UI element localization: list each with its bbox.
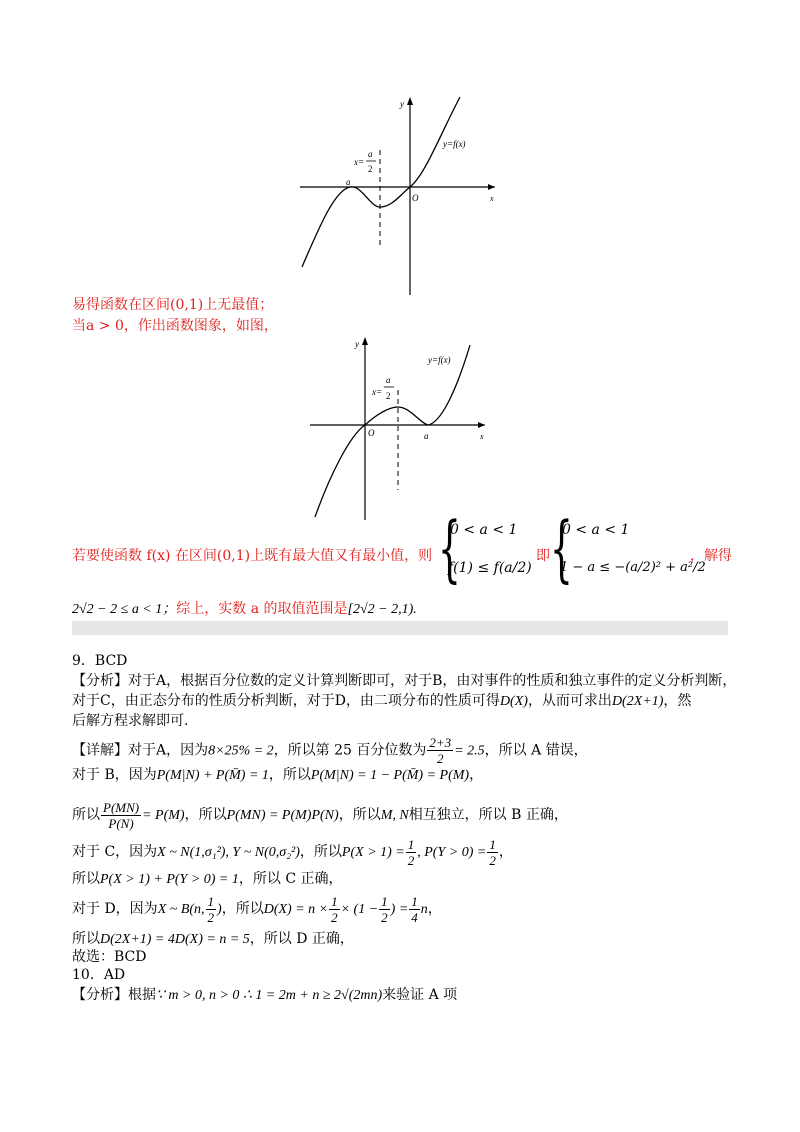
q9-choose: 故选：BCD [72,949,147,965]
q9-f-num1: 1 [207,893,215,909]
red-line-4 [72,600,417,619]
q9-e1: 所以 [72,871,100,887]
red-line-1: 易得函数在区间(0,1)上无最值； [72,297,274,313]
divider-band [72,621,728,635]
q9-c [72,797,568,834]
q9-detail-a [72,735,588,767]
line-label-1: x= [354,157,365,167]
q10-analysis-3: 来验证 A 项 [382,987,458,1003]
q9-detail-a3: ，所以第 25 百分位数为 [273,742,427,759]
system-2-b: 1 − a ≤ −(a/2)² + a²/2 [560,560,706,575]
q10-analysis-2: ∵ m > 0, n > 0 ∴ 1 = 2m + n ≥ 2√(2mn) [156,988,383,1003]
q9-f9: ， [427,901,442,917]
q9-detail-a5: ，所以 A 错误， [484,742,588,759]
point-a-label-2: a [424,431,429,441]
function-graph-1 [300,95,500,295]
q9-c6: 相互独立，所以 B 正确， [408,807,568,823]
system-2: { 0 < a < 1 1 − a ≤ −(a/2)² + a²/2 [550,506,706,590]
q9-f-frac3 [379,894,390,925]
q9-d5: , P(Y > 0) = [417,845,487,860]
curve-label-1: y=f(x) [443,139,466,149]
q9-analysis-2c: ，从而可求出 [527,693,612,709]
q9-f-den4: 4 [411,909,418,925]
q9-c5: M, N [380,808,409,823]
q9-analysis-2 [72,692,691,711]
q9-d-den1: 2 [407,852,415,868]
q9-analysis-1: 【分析】对于A，根据百分位数的定义计算判断即可，对于B，由对事件的性质和独立事件的定义分析判断， [72,673,737,689]
q9-analysis-2d: D(2X+1) [611,694,664,709]
q9-analysis-2e: ，然 [663,693,692,709]
q9-d-num1: 1 [407,836,415,852]
origin-label-2: O [368,428,375,438]
x-label-1: x [490,194,494,203]
red-line-3-tail: ，解得 [690,548,732,564]
q9-d [72,836,513,869]
q9-f-num3: 1 [381,893,388,909]
q9-detail-a2: 8×25% = 2 [208,743,274,759]
y-label-2: y [355,339,359,349]
q9-e3: ，所以 C 正确， [238,871,343,887]
y-arrow-1 [407,97,413,105]
q9-d-frac1 [406,837,417,868]
q9-d-num2: 1 [489,836,496,852]
red-line-4-a: 2√2 − 2 ≤ a < 1； [72,602,177,617]
q9-b5: ， [469,767,484,783]
q9-g2: D(2X+1) = 4D(X) = n = 5 [100,932,250,947]
q9-analysis-3: 后解方程求解即可. [72,713,189,729]
q10-head: 10．AD [72,967,126,983]
line-num-2: a [386,375,391,385]
y-arrow-2 [362,337,368,345]
q9-c4: ，所以 [338,807,381,823]
line-den-2: 2 [386,391,391,401]
q9-f2: X ~ B(n, [157,902,205,917]
red-line-3-mid: 即 [536,548,550,564]
q9-c0: 所以 [72,807,100,823]
q9-detail-a-den: 2 [437,751,444,766]
q9-f7: ) = [390,902,409,917]
q9-f-den1: 2 [207,909,215,925]
q9-b4: P(M|N) = 1 − P(M̄) = P(M) [310,768,470,783]
q9-f4: ，所以 [221,901,264,917]
q9-d4: P(X > 1) = [341,845,405,860]
q9-d-den2: 2 [489,852,496,868]
q9-d1: 对于 C，因为 [72,844,158,860]
q9-c-frac [101,800,141,831]
q9-c1: = P(M) [142,808,185,823]
q9-c3: P(MN) = P(M)P(N) [226,808,339,823]
q9-f-frac4 [409,894,420,925]
q9-c-den: P(N) [108,815,134,831]
q9-b2: P(M|N) + P(M̄) = 1 [156,768,269,783]
curve-1 [302,97,460,267]
red-line-3 [72,547,432,565]
q9-f6: × (1 − [340,902,379,917]
red-line-4-c: [2√2 − 2,1). [347,602,417,617]
line-label-2: x= [372,387,383,397]
q9-d6: ， [498,844,513,860]
q9-f-frac1 [206,894,217,925]
q9-c-num: P(MN) [103,799,140,815]
q9-b1: 对于 B，因为 [72,767,157,783]
q9-f-num4: 1 [411,893,418,909]
line-den-1: 2 [368,164,373,174]
q9-f [72,893,442,926]
system-1-b: f(1) ≤ f(a/2) [448,560,532,576]
q9-e2: P(X > 1) + P(Y > 0) = 1 [100,872,239,887]
q9-f1: 对于 D，因为 [72,901,158,917]
q9-d-frac2 [487,837,498,868]
system-2-a: 0 < a < 1 [562,522,630,538]
q9-g1: 所以 [72,931,100,947]
function-graph-2 [310,335,490,520]
q9-f5: D(X) = n × [263,902,329,917]
q9-detail-a1: 【详解】对于A，因为 [72,742,209,759]
q9-d3: ，所以 [299,844,342,860]
red-line-3-pre: 若要使函数 f(x) 在区间(0,1)上既有最大值又有最小值，则 [72,548,433,564]
q9-f-frac2 [329,894,340,925]
q9-b [72,766,483,785]
q9-d2: X ~ N(1,σ₁²), Y ~ N(0,σ₂²) [157,845,300,860]
red-line-2: 当a > 0，作出函数图象，如图， [72,318,278,334]
y-label-1: y [400,99,404,109]
q9-f-den3: 2 [381,909,388,925]
red-line-4-b: 综上，实数 a 的取值范围是 [176,601,348,617]
q9-c2: ，所以 [184,807,227,823]
q9-detail-a4: = 2.5 [454,743,485,759]
x-label-2: x [480,432,484,441]
point-a-label-1: a [346,177,351,187]
line-num-1: a [368,149,373,159]
q10-analysis-1: 【分析】根据 [72,987,156,1003]
x-arrow-1 [488,184,495,190]
q9-detail-a-frac [427,735,453,766]
q9-detail-a-num: 2+3 [429,735,452,750]
q9-g3: ，所以 D 正确， [249,931,354,947]
curve-2 [315,345,470,517]
q9-e [72,870,343,889]
q9-g [72,930,354,949]
q9-b3: ，所以 [268,767,311,783]
q9-f-num2: 1 [331,893,338,909]
origin-label-1: O [412,193,419,203]
q9-f8: n [420,902,428,917]
q9-analysis-2b: D(X) [499,694,528,709]
x-arrow-2 [478,422,485,428]
q9-f3: ) [217,902,222,917]
system-1-a: 0 < a < 1 [450,522,518,538]
q9-f-den2: 2 [331,909,338,925]
q9-head: 9．BCD [72,653,128,669]
system-1: { 0 < a < 1 f(1) ≤ f(a/2) [438,506,532,590]
q9-analysis-2a: 对于C，由正态分布的性质分析判断，对于D，由二项分布的性质可得 [72,693,500,709]
curve-label-2: y=f(x) [428,355,451,365]
q10-analysis [72,986,457,1005]
